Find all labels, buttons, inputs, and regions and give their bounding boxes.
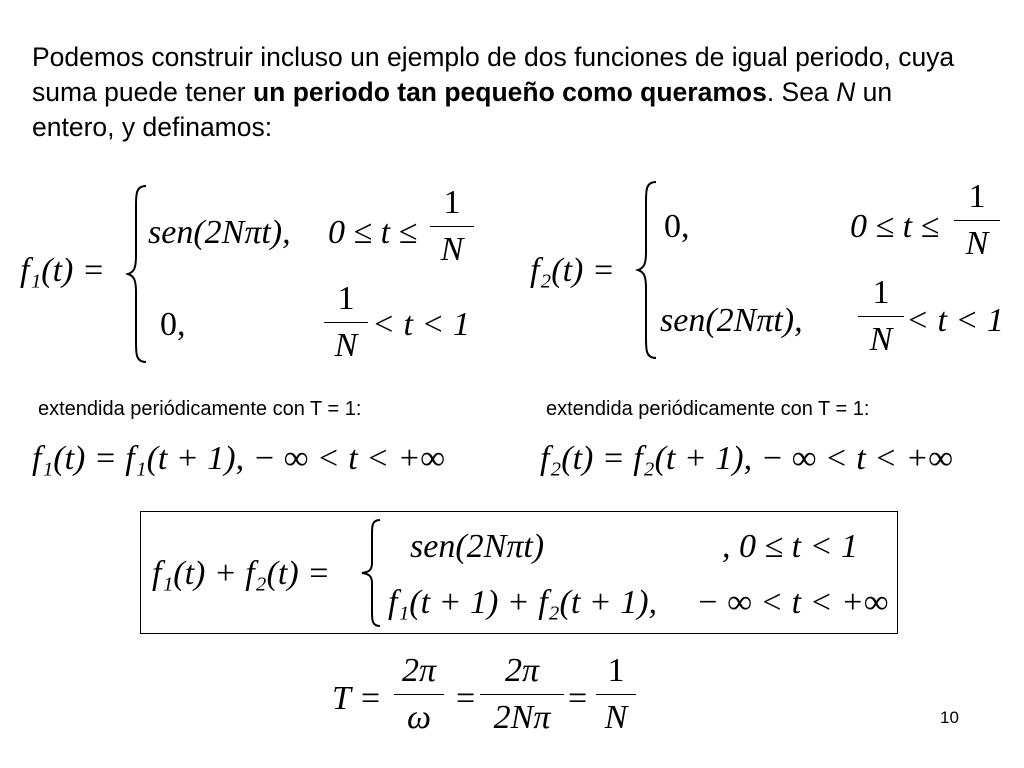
note-left: extendida periódicamente con T = 1: <box>38 398 362 420</box>
intro-var-n: N <box>836 77 856 107</box>
f1-case1-frac-den: N <box>440 231 464 268</box>
period-frac2-num: 2π <box>504 652 540 689</box>
f1-case1-frac-num: 1 <box>443 184 461 221</box>
f2-case1-frac-den: N <box>965 225 989 262</box>
f1-case2-frac-num: 1 <box>337 280 355 317</box>
intro-text-3: un entero, y definamos: <box>32 77 893 142</box>
intro-text-2: . Sea <box>766 77 837 107</box>
f2-left-brace <box>636 180 662 360</box>
fraction-bar <box>858 316 904 317</box>
f2-case2-cond: < t < 1 <box>906 302 1004 339</box>
page-number: 10 <box>940 708 959 727</box>
f1-case1-fraction <box>430 186 474 267</box>
fraction-bar <box>394 694 444 695</box>
period-frac1-num: 2π <box>401 652 437 689</box>
intro-text-1: Podemos construir incluso un ejemplo de dos funciones de igual periodo, cuya suma puede tener <box>32 42 955 107</box>
sum-case1-expr: sen(2Nπt) <box>410 528 545 565</box>
sum-lhs: f₁(t) + f₂(t) = <box>152 555 331 592</box>
f2-case1-frac-num: 1 <box>968 178 986 215</box>
intro-paragraph <box>32 40 972 145</box>
period-frac2 <box>480 654 564 735</box>
f1-lhs: f₁(t) = <box>20 252 105 289</box>
periodic-f1: f₁(t) = f₁(t + 1), − ∞ < t < +∞ <box>32 440 445 477</box>
period-frac1-den: ω <box>406 699 431 736</box>
period-frac1 <box>394 654 444 735</box>
period-eq2: = <box>568 680 588 717</box>
f2-case1-cond: 0 ≤ t ≤ <box>850 208 940 245</box>
f1-case2-expr: 0, <box>160 306 186 343</box>
f2-lhs: f₂(t) = <box>530 252 615 289</box>
period-frac2-den: 2Nπ <box>493 699 551 736</box>
f1-case2-fraction <box>324 282 368 363</box>
period-frac3 <box>596 654 636 735</box>
f1-case1-cond: 0 ≤ t ≤ <box>328 214 418 251</box>
period-eq1: = <box>456 680 476 717</box>
note-right: extendida periódicamente con T = 1: <box>546 398 870 420</box>
fraction-bar <box>954 220 1000 221</box>
period-lhs: T = <box>332 680 382 717</box>
fraction-bar <box>430 226 474 227</box>
f2-case2-frac-num: 1 <box>872 274 890 311</box>
f1-case1-expr: sen(2Nπt), <box>148 214 291 251</box>
intro-bold-text: un periodo tan pequeño como queramos <box>252 77 767 107</box>
f2-case1-fraction <box>954 180 1000 261</box>
fraction-bar <box>324 322 368 323</box>
f1-left-brace <box>126 184 152 364</box>
sum-case2-cond: − ∞ < t < +∞ <box>696 584 889 621</box>
f1-case2-frac-den: N <box>334 327 358 364</box>
f1-case2-cond: < t < 1 <box>372 306 470 343</box>
fraction-bar <box>480 694 564 695</box>
period-frac3-den: N <box>604 699 628 736</box>
periodic-f2: f₂(t) = f₂(t + 1), − ∞ < t < +∞ <box>540 440 953 477</box>
f2-case2-frac-den: N <box>869 321 893 358</box>
f2-case2-fraction <box>858 276 904 357</box>
sum-case2-expr: f₁(t + 1) + f₂(t + 1), <box>388 584 658 621</box>
f2-case1-expr: 0, <box>664 208 690 245</box>
period-frac3-num: 1 <box>607 652 625 689</box>
sum-case1-cond: , 0 ≤ t < 1 <box>722 528 859 565</box>
f2-case2-expr: sen(2Nπt), <box>660 302 803 339</box>
sum-left-brace <box>360 518 386 628</box>
fraction-bar <box>596 694 636 695</box>
